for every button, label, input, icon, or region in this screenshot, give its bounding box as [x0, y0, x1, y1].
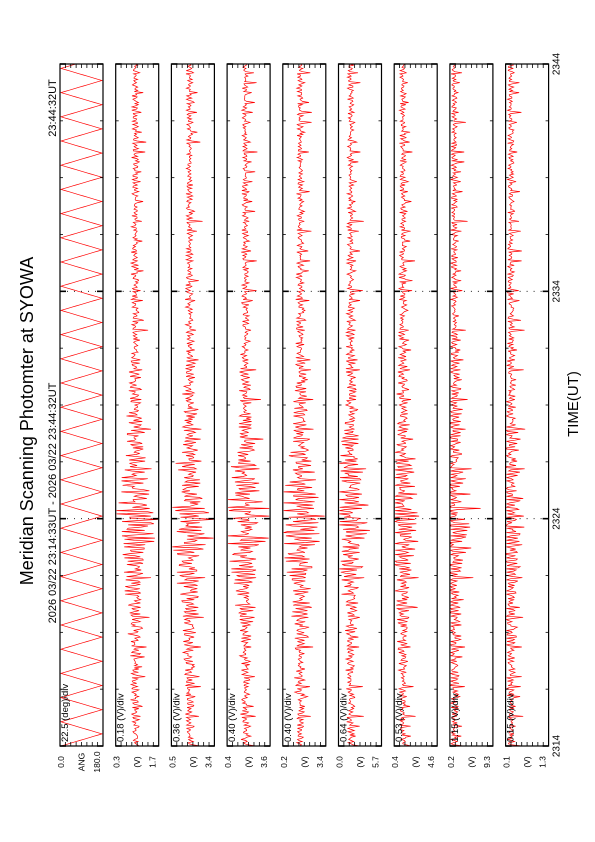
unit-label: (V): [187, 756, 198, 768]
y-max-label: 3.6: [259, 756, 270, 768]
panel-ch8: [502, 64, 549, 768]
y-max-label: 180.0: [92, 751, 102, 773]
y-min-label: 0.2: [445, 756, 456, 768]
time-tick-label: 2334: [551, 280, 563, 303]
time-range-label: 2026 03/22 23:14:33UT - 2026 03/22 23:44:32UT: [47, 382, 59, 624]
y-min-label: 0.2: [278, 756, 289, 768]
panel-ch5: [335, 64, 382, 768]
scale-label: 0.40 (V)/div: [227, 693, 239, 742]
end-time-label: 23:44:32UT: [47, 79, 59, 137]
unit-label: (V): [243, 756, 254, 768]
panel-ch4: [279, 64, 326, 768]
panel-ch2: [167, 64, 214, 768]
trace-ch7: [451, 64, 481, 746]
trace-ch5: [339, 64, 370, 746]
x-axis-label: TIME(UT): [565, 371, 582, 437]
panel-frame: [227, 64, 270, 746]
trace-ch3: [228, 64, 269, 746]
y-max-label: 3.4: [314, 756, 325, 768]
scale-label: 0.18 (V)/div: [115, 693, 127, 742]
unit-label: (V): [522, 756, 533, 768]
panel-ch7: [446, 64, 493, 768]
unit-label: (V): [466, 756, 477, 768]
y-min-label: 0.0: [334, 756, 345, 768]
scale-label: 22.5 (deg)/div: [60, 683, 71, 742]
y-min-label: 0.3: [111, 756, 122, 768]
panel-angle: [56, 64, 103, 773]
y-max-label: 9.3: [481, 756, 492, 768]
panel-stack: [56, 52, 563, 772]
unit-label: (V): [132, 756, 143, 768]
trace-ch1: [117, 64, 158, 746]
time-tick-label: 2324: [551, 507, 563, 530]
panel-frame: [60, 64, 103, 746]
y-max-label: 4.6: [426, 756, 437, 768]
trace-ch4: [284, 64, 325, 746]
y-max-label: 5.7: [370, 756, 381, 768]
panel-ch3: [223, 64, 270, 768]
panel-ch1: [112, 64, 159, 768]
panel-frame: [450, 64, 493, 746]
scale-label: 0.64 (V)/div: [338, 693, 350, 742]
panel-ch6: [390, 64, 437, 768]
scale-label: 0.15 (V)/div: [505, 693, 517, 742]
y-min-label: 0.5: [167, 756, 178, 768]
scale-label: 0.36 (V)/div: [171, 693, 183, 742]
unit-label: (V): [355, 756, 365, 768]
unit-label: ANG: [76, 752, 87, 772]
unit-label: (V): [299, 756, 310, 768]
y-min-label: 0.1: [501, 756, 512, 768]
panel-frame: [171, 64, 214, 746]
y-min-label: 0.4: [390, 756, 401, 768]
scale-label: 0.40 (V)/div: [282, 693, 294, 742]
trace-ch8: [507, 64, 526, 746]
scale-label: 0.53 (V)/div: [394, 693, 406, 742]
unit-label: (V): [410, 756, 421, 768]
trace-angle: [61, 64, 102, 746]
trace-ch6: [395, 64, 419, 746]
y-max-label: 3.4: [203, 756, 214, 768]
panel-frame: [394, 64, 437, 746]
y-max-label: 1.3: [537, 756, 548, 768]
trace-ch2: [172, 64, 213, 746]
time-tick-label: 2344: [551, 52, 563, 76]
y-min-label: 0.0: [56, 756, 66, 768]
time-tick-label: 2314: [551, 734, 563, 758]
y-min-label: 0.4: [223, 756, 234, 768]
y-max-label: 1.7: [147, 756, 158, 768]
figure-title: Meridian Scanning Photomter at SYOWA: [17, 256, 37, 586]
scale-label: 1.15 (V)/div: [449, 693, 461, 742]
